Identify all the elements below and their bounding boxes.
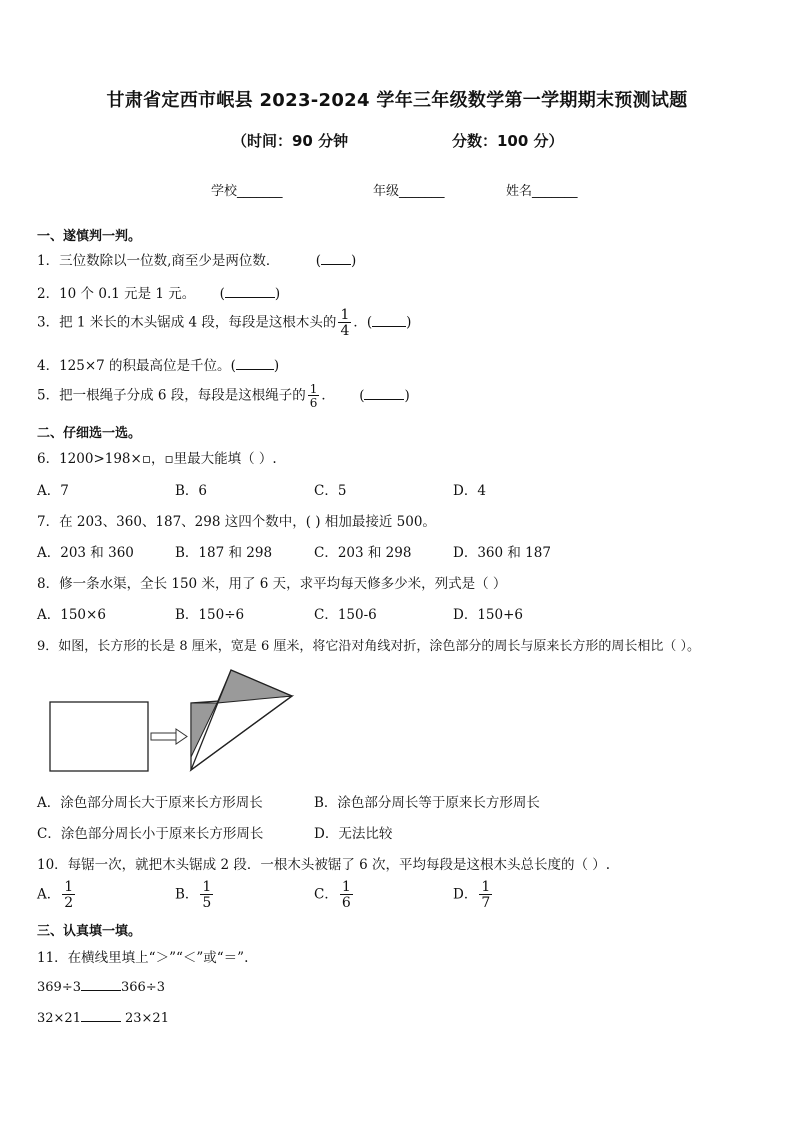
q11-blank-2[interactable] (81, 1009, 121, 1022)
section2-title: 二、仔细选一选。 (37, 426, 142, 441)
q6-option-a[interactable]: A．7 (37, 483, 69, 499)
q7-option-a[interactable]: A．203 和 360 (37, 545, 134, 561)
q9-option-c[interactable]: C．涂色部分周长小于原来长方形周长 (37, 826, 264, 842)
exam-score: 分数：100 分） (452, 132, 564, 150)
q9-option-a[interactable]: A．涂色部分周长大于原来长方形周长 (37, 795, 263, 811)
q5-text: 5．把一根绳子分成 6 段，每段是这根绳子的 (37, 387, 306, 404)
q7-option-c[interactable]: C．203 和 298 (314, 545, 412, 561)
question-5: 5．把一根绳子分成 6 段，每段是这根绳子的 $\frac{1}{6}$ ． ( ) (37, 382, 410, 410)
name-field: 姓名_______ (506, 184, 578, 199)
q11-compare-1: 369÷3 366÷3 (37, 980, 165, 995)
q7-option-d[interactable]: D．360 和 187 (453, 545, 551, 561)
page-title: 甘肃省定西市岷县 2023-2024 学年三年级数学第一学期期末预测试题 (106, 90, 688, 111)
q9-figure (45, 665, 300, 777)
q8-option-b[interactable]: B．150÷6 (175, 607, 245, 623)
school-field: 学校_______ (211, 184, 283, 199)
q2-text: 2．10 个 0.1 元是 1 元。 (37, 286, 196, 302)
rectangle-shape (50, 702, 148, 771)
q4-text: 4．125×7 的积最高位是千位。 (37, 358, 231, 374)
folded-triangle-shape (191, 670, 292, 770)
question-6: 6．1200>198×▫，▫里最大能填（ ）. (37, 451, 277, 467)
q10-option-a[interactable]: A． $\frac{1}{2}$ (37, 879, 74, 911)
section3-title: 三、认真填一填。 (37, 924, 142, 939)
q11-blank-1[interactable] (81, 978, 121, 991)
q3-text: 3．把 1 米长的木头锯成 4 段，每段是这根木头的 (37, 314, 337, 331)
q5-fraction: $\frac{1}{6}$ (309, 382, 318, 410)
q1-text: 1．三位数除以一位数,商至少是两位数． (37, 253, 280, 269)
question-9: 9．如图，长方形的长是 8 厘米，宽是 6 厘米，将它沿对角线对折，涂色部分的周长与原来长方形的周长相比（ ）。 (37, 639, 700, 654)
q10-option-d[interactable]: D． $\frac{1}{7}$ (453, 879, 491, 911)
question-11: 11．在横线里填上“＞”“＜”或“＝”. (37, 950, 249, 966)
q9-option-b[interactable]: B．涂色部分周长等于原来长方形周长 (314, 795, 540, 811)
q8-option-d[interactable]: D．150+6 (453, 607, 523, 623)
q3-fraction: $\frac{1}{4}$ (340, 307, 350, 339)
q9-option-d[interactable]: D．无法比较 (314, 826, 393, 842)
q8-option-a[interactable]: A．150×6 (37, 607, 106, 623)
q8-option-c[interactable]: C．150-6 (314, 607, 377, 623)
question-10: 10．每锯一次，就把木头锯成 2 段．一根木头被锯了 6 次，平均每段是这根木头总长度的（ ）. (37, 857, 611, 873)
question-1: 1．三位数除以一位数,商至少是两位数． ( ) (37, 253, 357, 269)
question-4: 4．125×7 的积最高位是千位。( ) (37, 358, 280, 374)
q6-option-c[interactable]: C．5 (314, 483, 347, 499)
q10-option-b[interactable]: B． $\frac{1}{5}$ (175, 879, 212, 911)
exam-time: （时间：90 分钟 (232, 132, 349, 150)
q6-option-b[interactable]: B．6 (175, 483, 208, 499)
arrow-icon (151, 729, 187, 744)
question-3: 3．把 1 米长的木头锯成 4 段，每段是这根木头的 $\frac{1}{4}$ ．( ) (37, 307, 412, 339)
q10-option-c[interactable]: C． $\frac{1}{6}$ (314, 879, 351, 911)
grade-field: 年级_______ (373, 184, 445, 199)
question-2: 2．10 个 0.1 元是 1 元。 ( ) (37, 286, 281, 302)
q11-compare-2: 32×21 23×21 (37, 1011, 169, 1026)
q6-option-d[interactable]: D．4 (453, 483, 486, 499)
question-7: 7．在 203、360、187、298 这四个数中，( ) 相加最接近 500。 (37, 514, 436, 530)
section1-title: 一、遂慎判一判。 (37, 229, 142, 244)
q7-option-b[interactable]: B．187 和 298 (175, 545, 273, 561)
question-8: 8．修一条水渠，全长 150 米，用了 6 天，求平均每天修多少米，列式是（ ） (37, 576, 507, 592)
